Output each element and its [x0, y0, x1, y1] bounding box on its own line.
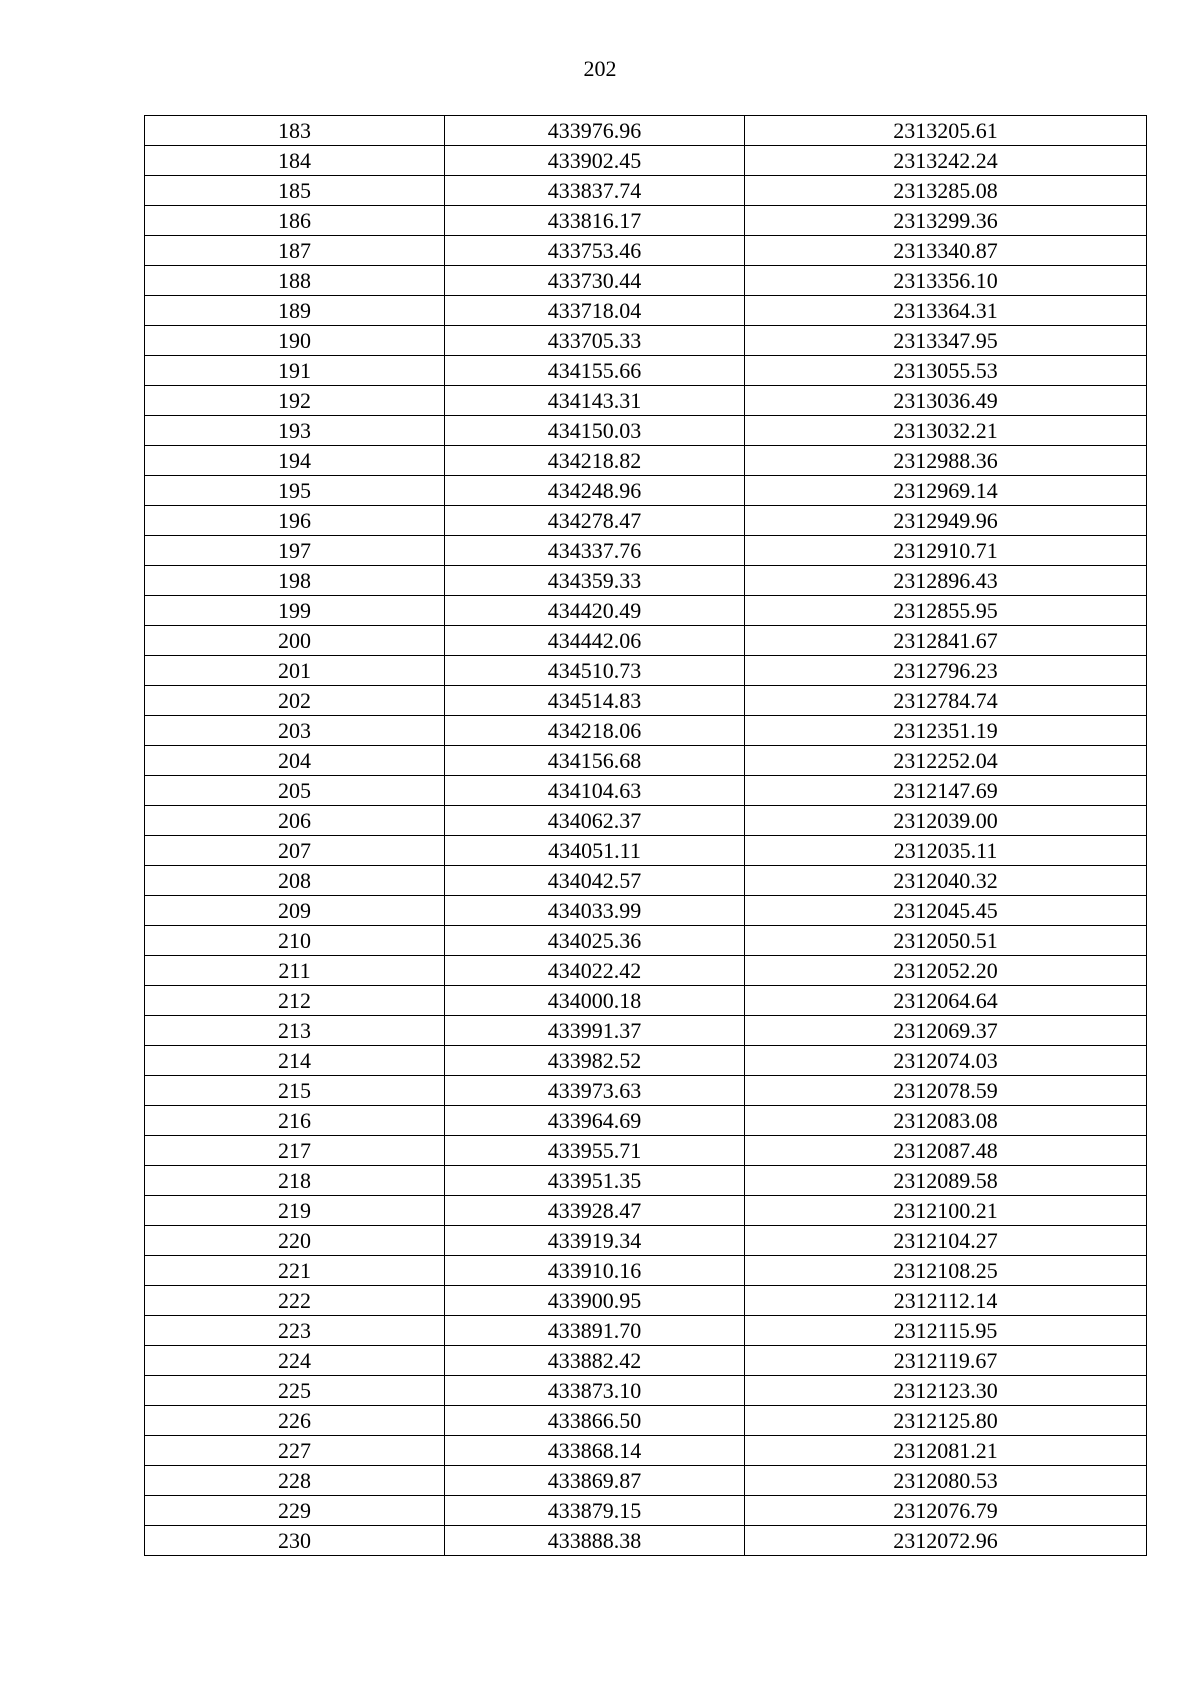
y-coordinate-cell: 2312119.67 — [745, 1346, 1147, 1376]
table-row — [145, 1136, 1147, 1166]
y-coordinate-cell: 2312035.11 — [745, 836, 1147, 866]
x-coordinate-cell: 433951.35 — [445, 1166, 745, 1196]
coordinates-table-body — [145, 116, 1147, 1556]
y-coordinate-cell: 2312147.69 — [745, 776, 1147, 806]
x-coordinate-cell: 433919.34 — [445, 1226, 745, 1256]
x-coordinate-cell: 433869.87 — [445, 1466, 745, 1496]
y-coordinate-cell: 2312045.45 — [745, 896, 1147, 926]
point-number-cell: 228 — [145, 1466, 445, 1496]
point-number-cell: 215 — [145, 1076, 445, 1106]
y-coordinate-cell: 2313205.61 — [745, 116, 1147, 146]
table-row — [145, 1166, 1147, 1196]
y-coordinate-cell: 2312115.95 — [745, 1316, 1147, 1346]
y-coordinate-cell: 2312069.37 — [745, 1016, 1147, 1046]
table-row — [145, 1046, 1147, 1076]
x-coordinate-cell: 434033.99 — [445, 896, 745, 926]
x-coordinate-cell: 434514.83 — [445, 686, 745, 716]
y-coordinate-cell: 2312064.64 — [745, 986, 1147, 1016]
table-row — [145, 746, 1147, 776]
table-row — [145, 536, 1147, 566]
y-coordinate-cell: 2313356.10 — [745, 266, 1147, 296]
table-row — [145, 1496, 1147, 1526]
point-number-cell: 192 — [145, 386, 445, 416]
x-coordinate-cell: 434051.11 — [445, 836, 745, 866]
table-row — [145, 236, 1147, 266]
point-number-cell: 213 — [145, 1016, 445, 1046]
point-number-cell: 230 — [145, 1526, 445, 1556]
point-number-cell: 227 — [145, 1436, 445, 1466]
x-coordinate-cell: 434420.49 — [445, 596, 745, 626]
page-number: 202 — [583, 56, 617, 81]
table-row — [145, 1526, 1147, 1556]
y-coordinate-cell: 2312100.21 — [745, 1196, 1147, 1226]
table-row — [145, 1316, 1147, 1346]
x-coordinate-cell: 434337.76 — [445, 536, 745, 566]
table-row — [145, 116, 1147, 146]
y-coordinate-cell: 2312841.67 — [745, 626, 1147, 656]
y-coordinate-cell: 2312083.08 — [745, 1106, 1147, 1136]
y-coordinate-cell: 2312112.14 — [745, 1286, 1147, 1316]
x-coordinate-cell: 434022.42 — [445, 956, 745, 986]
x-coordinate-cell: 433910.16 — [445, 1256, 745, 1286]
y-coordinate-cell: 2313242.24 — [745, 146, 1147, 176]
table-row — [145, 146, 1147, 176]
x-coordinate-cell: 434143.31 — [445, 386, 745, 416]
table-row — [145, 866, 1147, 896]
point-number-cell: 200 — [145, 626, 445, 656]
table-row — [145, 1016, 1147, 1046]
table-row — [145, 356, 1147, 386]
x-coordinate-cell: 433991.37 — [445, 1016, 745, 1046]
point-number-cell: 183 — [145, 116, 445, 146]
x-coordinate-cell: 433982.52 — [445, 1046, 745, 1076]
table-row — [145, 566, 1147, 596]
point-number-cell: 198 — [145, 566, 445, 596]
x-coordinate-cell: 434104.63 — [445, 776, 745, 806]
table-row — [145, 926, 1147, 956]
table-row — [145, 176, 1147, 206]
y-coordinate-cell: 2312784.74 — [745, 686, 1147, 716]
x-coordinate-cell: 433879.15 — [445, 1496, 745, 1526]
x-coordinate-cell: 434155.66 — [445, 356, 745, 386]
point-number-cell: 207 — [145, 836, 445, 866]
point-number-cell: 194 — [145, 446, 445, 476]
table-row — [145, 386, 1147, 416]
table-row — [145, 296, 1147, 326]
point-number-cell: 206 — [145, 806, 445, 836]
x-coordinate-cell: 434000.18 — [445, 986, 745, 1016]
table-row — [145, 506, 1147, 536]
y-coordinate-cell: 2312351.19 — [745, 716, 1147, 746]
point-number-cell: 211 — [145, 956, 445, 986]
table-row — [145, 626, 1147, 656]
point-number-cell: 205 — [145, 776, 445, 806]
point-number-cell: 217 — [145, 1136, 445, 1166]
x-coordinate-cell: 434042.57 — [445, 866, 745, 896]
x-coordinate-cell: 433955.71 — [445, 1136, 745, 1166]
point-number-cell: 226 — [145, 1406, 445, 1436]
y-coordinate-cell: 2312087.48 — [745, 1136, 1147, 1166]
y-coordinate-cell: 2312076.79 — [745, 1496, 1147, 1526]
point-number-cell: 191 — [145, 356, 445, 386]
y-coordinate-cell: 2312074.03 — [745, 1046, 1147, 1076]
x-coordinate-cell: 434510.73 — [445, 656, 745, 686]
table-row — [145, 1226, 1147, 1256]
point-number-cell: 186 — [145, 206, 445, 236]
table-row — [145, 956, 1147, 986]
x-coordinate-cell: 433976.96 — [445, 116, 745, 146]
point-number-cell: 208 — [145, 866, 445, 896]
table-row — [145, 1436, 1147, 1466]
x-coordinate-cell: 433928.47 — [445, 1196, 745, 1226]
point-number-cell: 189 — [145, 296, 445, 326]
x-coordinate-cell: 434218.82 — [445, 446, 745, 476]
y-coordinate-cell: 2312969.14 — [745, 476, 1147, 506]
point-number-cell: 199 — [145, 596, 445, 626]
point-number-cell: 219 — [145, 1196, 445, 1226]
x-coordinate-cell: 433868.14 — [445, 1436, 745, 1466]
point-number-cell: 201 — [145, 656, 445, 686]
y-coordinate-cell: 2313347.95 — [745, 326, 1147, 356]
table-row — [145, 1076, 1147, 1106]
point-number-cell: 188 — [145, 266, 445, 296]
y-coordinate-cell: 2312108.25 — [745, 1256, 1147, 1286]
y-coordinate-cell: 2312080.53 — [745, 1466, 1147, 1496]
table-row — [145, 656, 1147, 686]
point-number-cell: 218 — [145, 1166, 445, 1196]
x-coordinate-cell: 434359.33 — [445, 566, 745, 596]
point-number-cell: 193 — [145, 416, 445, 446]
y-coordinate-cell: 2312104.27 — [745, 1226, 1147, 1256]
point-number-cell: 212 — [145, 986, 445, 1016]
y-coordinate-cell: 2312855.95 — [745, 596, 1147, 626]
x-coordinate-cell: 433705.33 — [445, 326, 745, 356]
point-number-cell: 190 — [145, 326, 445, 356]
point-number-cell: 224 — [145, 1346, 445, 1376]
table-row — [145, 1406, 1147, 1436]
table-row — [145, 206, 1147, 236]
table-row — [145, 446, 1147, 476]
y-coordinate-cell: 2313032.21 — [745, 416, 1147, 446]
x-coordinate-cell: 433900.95 — [445, 1286, 745, 1316]
point-number-cell: 185 — [145, 176, 445, 206]
point-number-cell: 210 — [145, 926, 445, 956]
table-row — [145, 1466, 1147, 1496]
point-number-cell: 204 — [145, 746, 445, 776]
x-coordinate-cell: 433964.69 — [445, 1106, 745, 1136]
point-number-cell: 202 — [145, 686, 445, 716]
point-number-cell: 195 — [145, 476, 445, 506]
x-coordinate-cell: 433973.63 — [445, 1076, 745, 1106]
y-coordinate-cell: 2313340.87 — [745, 236, 1147, 266]
point-number-cell: 209 — [145, 896, 445, 926]
y-coordinate-cell: 2312039.00 — [745, 806, 1147, 836]
y-coordinate-cell: 2313299.36 — [745, 206, 1147, 236]
y-coordinate-cell: 2312078.59 — [745, 1076, 1147, 1106]
point-number-cell: 216 — [145, 1106, 445, 1136]
table-row — [145, 476, 1147, 506]
table-row — [145, 716, 1147, 746]
y-coordinate-cell: 2312796.23 — [745, 656, 1147, 686]
table-row — [145, 1196, 1147, 1226]
table-row — [145, 896, 1147, 926]
x-coordinate-cell: 433882.42 — [445, 1346, 745, 1376]
table-row — [145, 1256, 1147, 1286]
point-number-cell: 203 — [145, 716, 445, 746]
table-row — [145, 416, 1147, 446]
table-row — [145, 986, 1147, 1016]
x-coordinate-cell: 433902.45 — [445, 146, 745, 176]
y-coordinate-cell: 2312252.04 — [745, 746, 1147, 776]
y-coordinate-cell: 2312050.51 — [745, 926, 1147, 956]
point-number-cell: 184 — [145, 146, 445, 176]
point-number-cell: 229 — [145, 1496, 445, 1526]
y-coordinate-cell: 2312040.32 — [745, 866, 1147, 896]
table-row — [145, 326, 1147, 356]
table-row — [145, 1376, 1147, 1406]
table-row — [145, 266, 1147, 296]
x-coordinate-cell: 433873.10 — [445, 1376, 745, 1406]
x-coordinate-cell: 433888.38 — [445, 1526, 745, 1556]
x-coordinate-cell: 434062.37 — [445, 806, 745, 836]
x-coordinate-cell: 433816.17 — [445, 206, 745, 236]
y-coordinate-cell: 2312125.80 — [745, 1406, 1147, 1436]
table-row — [145, 1346, 1147, 1376]
table-row — [145, 596, 1147, 626]
coordinates-table — [144, 115, 1147, 1556]
table-row — [145, 686, 1147, 716]
y-coordinate-cell: 2312910.71 — [745, 536, 1147, 566]
point-number-cell: 221 — [145, 1256, 445, 1286]
x-coordinate-cell: 433753.46 — [445, 236, 745, 266]
table-row — [145, 776, 1147, 806]
y-coordinate-cell: 2313036.49 — [745, 386, 1147, 416]
table-row — [145, 1106, 1147, 1136]
y-coordinate-cell: 2312052.20 — [745, 956, 1147, 986]
y-coordinate-cell: 2312896.43 — [745, 566, 1147, 596]
x-coordinate-cell: 433718.04 — [445, 296, 745, 326]
point-number-cell: 187 — [145, 236, 445, 266]
point-number-cell: 222 — [145, 1286, 445, 1316]
y-coordinate-cell: 2312123.30 — [745, 1376, 1147, 1406]
point-number-cell: 223 — [145, 1316, 445, 1346]
point-number-cell: 196 — [145, 506, 445, 536]
table-row — [145, 836, 1147, 866]
x-coordinate-cell: 434156.68 — [445, 746, 745, 776]
x-coordinate-cell: 434278.47 — [445, 506, 745, 536]
y-coordinate-cell: 2312089.58 — [745, 1166, 1147, 1196]
table-row — [145, 806, 1147, 836]
y-coordinate-cell: 2312988.36 — [745, 446, 1147, 476]
point-number-cell: 220 — [145, 1226, 445, 1256]
x-coordinate-cell: 434025.36 — [445, 926, 745, 956]
y-coordinate-cell: 2313285.08 — [745, 176, 1147, 206]
y-coordinate-cell: 2313055.53 — [745, 356, 1147, 386]
y-coordinate-cell: 2313364.31 — [745, 296, 1147, 326]
x-coordinate-cell: 433866.50 — [445, 1406, 745, 1436]
y-coordinate-cell: 2312081.21 — [745, 1436, 1147, 1466]
point-number-cell: 225 — [145, 1376, 445, 1406]
x-coordinate-cell: 433891.70 — [445, 1316, 745, 1346]
point-number-cell: 197 — [145, 536, 445, 566]
y-coordinate-cell: 2312072.96 — [745, 1526, 1147, 1556]
x-coordinate-cell: 433837.74 — [445, 176, 745, 206]
x-coordinate-cell: 434150.03 — [445, 416, 745, 446]
table-row — [145, 1286, 1147, 1316]
x-coordinate-cell: 434442.06 — [445, 626, 745, 656]
x-coordinate-cell: 433730.44 — [445, 266, 745, 296]
x-coordinate-cell: 434218.06 — [445, 716, 745, 746]
point-number-cell: 214 — [145, 1046, 445, 1076]
x-coordinate-cell: 434248.96 — [445, 476, 745, 506]
y-coordinate-cell: 2312949.96 — [745, 506, 1147, 536]
